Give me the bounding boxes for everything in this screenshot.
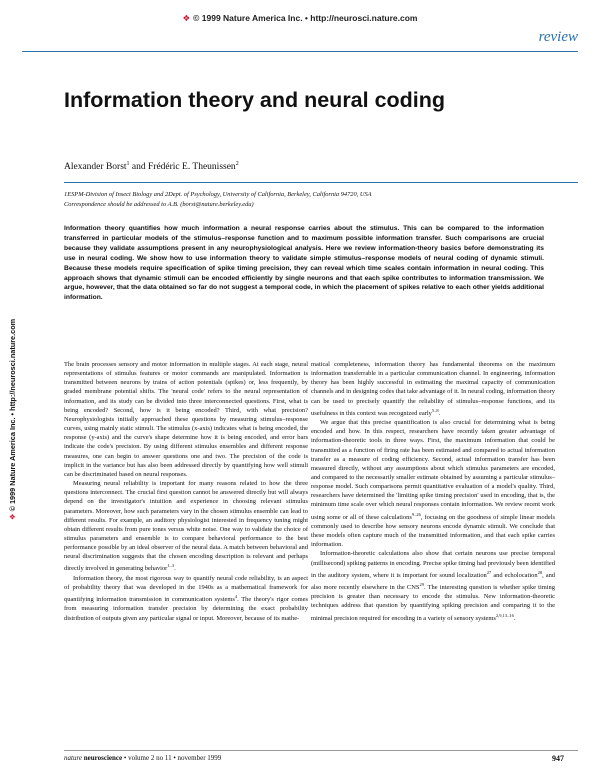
paragraph: The brain processes sensory and motor information in multiple stages. At each stage, neural representations of stimulus features or motor commands are manipulated. Information is transmitted between neurons by trains of action potentials (spikes) or, less frequently, by graded membrane potential shifts. The 'neural code' refers to the neural representation of information, and its study can be divided into three interconnected questions. First, what is being encoded? Second, how is it being encoded? Third, with what precision? Neurophysiologists initially approached these questions by measuring stimulus–response curves, using mainly static stimuli. The stimulus (x-axis) indicates what is being encoded, the response (y-axis) and the curve's shape determine how it is being encoded, and error bars indicate the code's precision. By using different stimulus ensembles and different response measures, one can begin to answer questions one and two. The precision of the code is implicit in the variance but has also been addressed directly by quantifying how well stimuli can be discriminated based on neural responses. [64, 361, 308, 478]
paragraph: We argue that this precise quantification is also crucial for determining what is being encoded and how. In this respect, researchers have recently taken greater advantage of information-theoretic tools in three ways. First, the maximum information that could be transmitted as a function of firing rate has been estimated and compared to actual information transfer as a measure of coding efficiency. Second, actual information transfer has been measured directly, without any assumptions about which stimulus parameters are encoded, and compared to the necessarily smaller estimate obtained by assuming a particular stimulus–response model. Such comparisons permit quantitative evaluation of a model's quality. Third, researchers have determined the 'limiting spike timing precision' used in encoding, that is, the minimum time scale over which neural responses contain information. We review recent work using some or all of these calculations$^{9-26}$, focusing on the goodness of simple linear models commonly used to describe how sensory neurons encode dynamic stimuli. We conclude that these models often capture much of the transmitted information, and that each spike carries information. [311, 419, 555, 549]
correspondence: Correspondence should be addressed to A.B. (borst@nature.berkeley.edu) [64, 200, 254, 208]
npg-logo-icon: ❖ [182, 13, 191, 23]
body-column-2 [311, 360, 555, 623]
affiliation: 1ESPM-Division of Insect Biology and 2Dept. of Psychology, University of California, Berkeley, California 94720, USA [64, 191, 372, 198]
footer-rule [64, 750, 578, 751]
paragraph: Information-theoretic calculations also show that certain neurons use precise temporal (millisecond) spiking patterns in encoding. Precise spike timing had previously been identified in the auditory system, where it is important for sound localization$^{27}$ and echolocation$^{28}$, and also more recently elsewhere in the CNS$^{29}$. The interesting question is whether spike timing precision is greater than necessary to encode the stimulus. New information-theoretic techniques address that question by quantifying spiking precision and comparing it to the minimal precision required for encoding in a variety of sensory systems$^{2,9,13-16}$. [311, 550, 556, 622]
section-tag: review [538, 29, 578, 45]
journal-header [0, 13, 600, 24]
paragraph: matical completeness, information theory has fundamental theorems on the maximum information transferrable in a particular communication channel. In engineering, information theory has been highly successful in estimating the maximal capacity of communication channels and in designing codes that take advantage of it. In neural coding, information theory can be used to precisely quantify the reliability of stimulus–response functions, and its usefulness in this context was recognized early$^{5-8}$. [311, 361, 555, 417]
npg-side-logo-icon: ❖ [8, 513, 17, 520]
paragraph: Information theory, the most rigorous way to quantify neural code reliability, is an aspect of probability theory that was developed in the 1940s as a mathematical framework for quantifying information transmission in communication systems$^4$. The theory's rigor comes from measuring information transfer precision by determining the exact probability distribution of outputs given any particular signal or input. Moreover, because of its mathe- [64, 574, 308, 622]
side-copyright: ❖ © 1999 Nature America Inc. • http://neurosci.nature.com [8, 318, 17, 520]
header-rule [22, 51, 578, 52]
author-1: Alexander Borst [64, 162, 127, 173]
journal-footer: nature neuroscience • volume 2 no 11 • november 1999 [64, 754, 222, 762]
author-2: Frédéric E. Theunissen [148, 162, 236, 173]
paragraph: Measuring neural reliability is important for many reasons related to how the three questions interconnect. The crucial first question cannot be answered directly but will always depend on the investigator's intuition and experience in choosing relevant stimulus parameters. Moreover, how such parameters vary in the chosen stimulus ensemble can lead to different results. For example, an auditory physiologist interested in frequency tuning might obtain different results from pure tones versus white noise. One way to validate the choice of stimulus parameters and ensemble is to compare behavioral performance to the best performance possible by an ideal observer of the neural data. A match between behavioral and neural discrimination suggests that the chosen encoding description is relevant and perhaps directly involved in generating behavior$^{1-3}$. [64, 480, 308, 573]
body-column-1 [64, 360, 308, 623]
abstract: Information theory quantifies how much information a neural response carries about the stimulus. This can be compared to the information transferred in particular models of the stimulus–response function and to maximum possible information transfer. Such comparisons are crucial because they validate assumptions present in any neurophysiological analysis. Here we review information-theory basics before demonstrating its use in neural coding. We show how to use information theory to validate simple stimulus–response models of neural coding of dynamic stimuli. Because these models require specification of spike timing precision, they can reveal which time scales contain information in neural coding. This approach shows that dynamic stimuli can be encoded efficiently by single neurons and that each spike contributes to information transmission. We argue, however, that the data obtained so far do not suggest a temporal code, in which the placement of spikes relative to each other yields additional information. [64, 225, 544, 302]
header-copyright: © 1999 Nature America Inc. • http://neurosci.nature.com [193, 13, 418, 23]
affiliation-block [64, 190, 564, 209]
page-title: Information theory and neural coding [64, 88, 446, 112]
page-number: 947 [552, 754, 564, 763]
author-line: Alexander Borst$^1$ and Frédéric E. Theunissen$^2$ [64, 161, 239, 173]
author-rule [64, 182, 578, 183]
